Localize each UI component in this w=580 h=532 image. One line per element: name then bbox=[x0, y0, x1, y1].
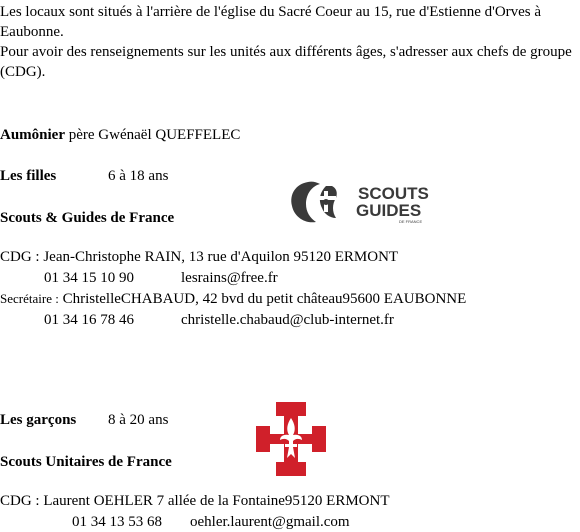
filles-heading bbox=[0, 166, 56, 186]
sgdf-logo-text-france: DE FRANCE bbox=[399, 219, 423, 224]
filles-cdg-line: CDG : Jean-Christophe RAIN, 13 rue d'Aquilon 95120 ERMONT bbox=[0, 249, 399, 265]
intro-line-location: Les locaux sont situés à l'arrière de l'église du Sacré Coeur au 15, rue d'Estienne d'Orves à Eaubonne. bbox=[0, 4, 542, 40]
aumonier-label: Aumônier bbox=[0, 127, 65, 143]
sgdf-logo-text-scouts: SCOUTS bbox=[358, 184, 429, 203]
scouts-unitaires-de-france-logo bbox=[256, 402, 326, 476]
filles-secretaire-line bbox=[0, 289, 466, 309]
garcons-cdg-line: CDG : Laurent OEHLER 7 allée de la Fontaine95120 ERMONT bbox=[0, 493, 390, 509]
garcons-cdg-email: oehler.laurent@gmail.com bbox=[190, 514, 350, 530]
sgdf-emblem-icon bbox=[291, 182, 336, 223]
garcons-org bbox=[0, 452, 172, 472]
sgdf-logo-text-guides: GUIDES bbox=[356, 201, 422, 220]
filles-cdg-email: lesrains@free.fr bbox=[181, 270, 278, 286]
filles-cdg-phone: 01 34 15 10 90 bbox=[44, 270, 134, 286]
filles-label: Les filles bbox=[0, 168, 57, 184]
filles-ages: 6 à 18 ans bbox=[108, 168, 169, 184]
secretaire-details: ChristelleCHABAUD, 42 bvd du petit château95600 EAUBONNE bbox=[62, 291, 467, 307]
filles-org-name: Scouts & Guides de France bbox=[0, 210, 175, 226]
intro-line-contact: Pour avoir des renseignements sur les unités aux différents âges, s'adresser aux chefs de groupe (CDG). bbox=[0, 44, 572, 80]
filles-secretaire-phone: 01 34 16 78 46 bbox=[44, 312, 134, 328]
aumonier-name: père Gwénaël QUEFFELEC bbox=[68, 127, 241, 143]
aumonier-row bbox=[0, 125, 240, 145]
filles-org bbox=[0, 208, 174, 228]
garcons-cdg-phone: 01 34 13 53 68 bbox=[72, 514, 162, 530]
intro-text bbox=[0, 2, 578, 82]
garcons-label: Les garçons bbox=[0, 412, 77, 428]
suf-cross-icon bbox=[256, 402, 326, 476]
filles-secretaire-email: christelle.chabaud@club-internet.fr bbox=[181, 312, 394, 328]
garcons-heading bbox=[0, 410, 76, 430]
garcons-ages: 8 à 20 ans bbox=[108, 412, 169, 428]
scouts-guides-de-france-logo bbox=[286, 178, 436, 228]
garcons-org-name: Scouts Unitaires de France bbox=[0, 454, 172, 470]
secretaire-label: Secrétaire : bbox=[0, 291, 59, 306]
